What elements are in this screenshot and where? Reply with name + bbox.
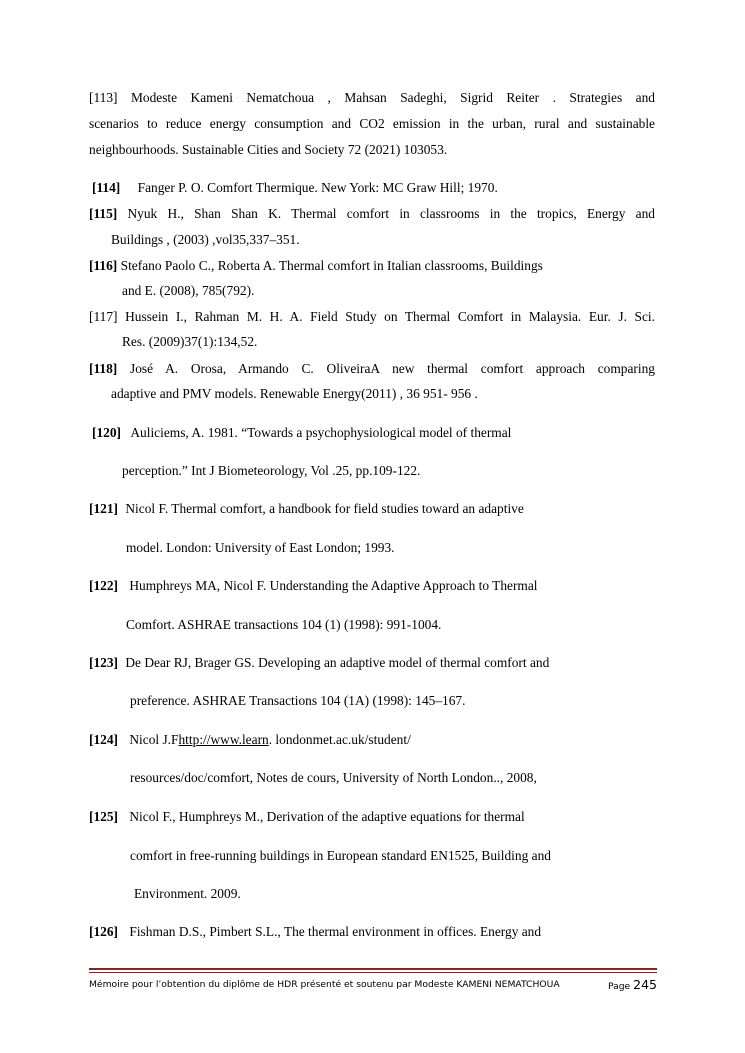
ref-126-line-1 (89, 924, 655, 940)
ref-118-line-2: adaptive and PMV models. Renewable Energy(2011) , 36 951- 956 . (111, 386, 478, 401)
ref-122-line-2: Comfort. ASHRAE transactions 104 (1) (1998): 991-1004. (126, 617, 442, 632)
footer-text: Mémoire pour l’obtention du diplôme de HDR présenté et soutenu par Modeste KAMENI NEMATCHOUA (89, 979, 560, 990)
ref-117-line-1: [117] Hussein I., Rahman M. H. A. Field Study on Thermal Comfort in Malaysia. Eur. J. Sci. (89, 309, 655, 324)
ref-122-line-1 (89, 578, 655, 594)
ref-115-line-2: Buildings , (2003) ,vol35,337–351. (111, 232, 300, 247)
ref-123-text: De Dear RJ, Brager GS. Developing an adaptive model of thermal comfort and (125, 655, 550, 670)
ref-121-number: [121] (89, 501, 119, 516)
ref-121-line-2: model. London: University of East London; 1993. (126, 540, 395, 555)
ref-124-link[interactable]: http://www.learn (178, 732, 269, 747)
ref-114-text: Fanger P. O. Comfort Thermique. New York: MC Graw Hill; 1970. (137, 180, 498, 195)
ref-116-line-2: and E. (2008), 785(792). (122, 283, 255, 298)
ref-120-line-1 (92, 425, 658, 441)
ref-120-text: Auliciems, A. 1981. “Towards a psychophysiological model of thermal (130, 425, 512, 440)
ref-116-line-1 (89, 258, 655, 274)
ref-115-text: Nyuk H., Shan Shan K. Thermal comfort in classrooms in the tropics, Energy and (127, 206, 655, 221)
page-footer (89, 978, 657, 992)
ref-124-line-1 (89, 732, 655, 748)
ref-124-line-2: resources/doc/comfort, Notes de cours, University of North London.., 2008, (130, 770, 537, 785)
ref-121-line-1 (89, 501, 655, 517)
ref-123-number: [123] (89, 655, 119, 670)
ref-115-line-1 (89, 206, 655, 222)
ref-114 (92, 180, 658, 196)
ref-116-text: Stefano Paolo C., Roberta A. Thermal comfort in Italian classrooms, Buildings (120, 258, 543, 273)
ref-125-line-3: Environment. 2009. (134, 886, 241, 901)
footer-rule-thin (89, 972, 657, 973)
ref-124-number: [124] (89, 732, 119, 747)
ref-113-line-2: scenarios to reduce energy consumption and CO2 emission in the urban, rural and sustainable (89, 116, 655, 131)
ref-117-line-2: Res. (2009)37(1):134,52. (122, 334, 258, 349)
ref-125-text: Nicol F., Humphreys M., Derivation of the adaptive equations for thermal (129, 809, 525, 824)
page-number: 245 (633, 977, 657, 992)
ref-120-line-2: perception.” Int J Biometeorology, Vol .25, pp.109-122. (122, 463, 421, 478)
ref-113-line-1: [113] Modeste Kameni Nematchoua , Mahsan Sadeghi, Sigrid Reiter . Strategies and (89, 90, 655, 105)
ref-118-line-1 (89, 361, 655, 377)
ref-125-number: [125] (89, 809, 119, 824)
ref-118-number: [118] (89, 361, 118, 376)
ref-123-line-1 (89, 655, 655, 671)
page-indicator (608, 978, 657, 994)
ref-120-number: [120] (92, 425, 122, 440)
ref-122-number: [122] (89, 578, 119, 593)
ref-125-line-2: comfort in free-running buildings in European standard EN1525, Building and (130, 848, 551, 863)
ref-124-author: Nicol J.F (129, 732, 179, 747)
ref-113-line-3: neighbourhoods. Sustainable Cities and Society 72 (2021) 103053. (89, 142, 448, 157)
ref-121-text: Nicol F. Thermal comfort, a handbook for field studies toward an adaptive (125, 501, 524, 516)
ref-122-text: Humphreys MA, Nicol F. Understanding the Adaptive Approach to Thermal (129, 578, 538, 593)
ref-115-number: [115] (89, 206, 118, 221)
page-label: Page (607, 981, 631, 992)
ref-126-number: [126] (89, 924, 119, 939)
ref-116-number: [116] (89, 258, 118, 273)
ref-123-line-2: preference. ASHRAE Transactions 104 (1A) (1998): 145–167. (130, 693, 466, 708)
ref-125-line-1 (89, 809, 655, 825)
footer-rule-thick (89, 968, 657, 970)
ref-118-text: José A. Orosa, Armando C. OliveiraA new thermal comfort approach comparing (130, 361, 655, 376)
ref-124-url-rest: . londonmet.ac.uk/student/ (268, 732, 411, 747)
ref-114-number: [114] (92, 180, 121, 195)
ref-126-text: Fishman D.S., Pimbert S.L., The thermal environment in offices. Energy and (129, 924, 542, 939)
